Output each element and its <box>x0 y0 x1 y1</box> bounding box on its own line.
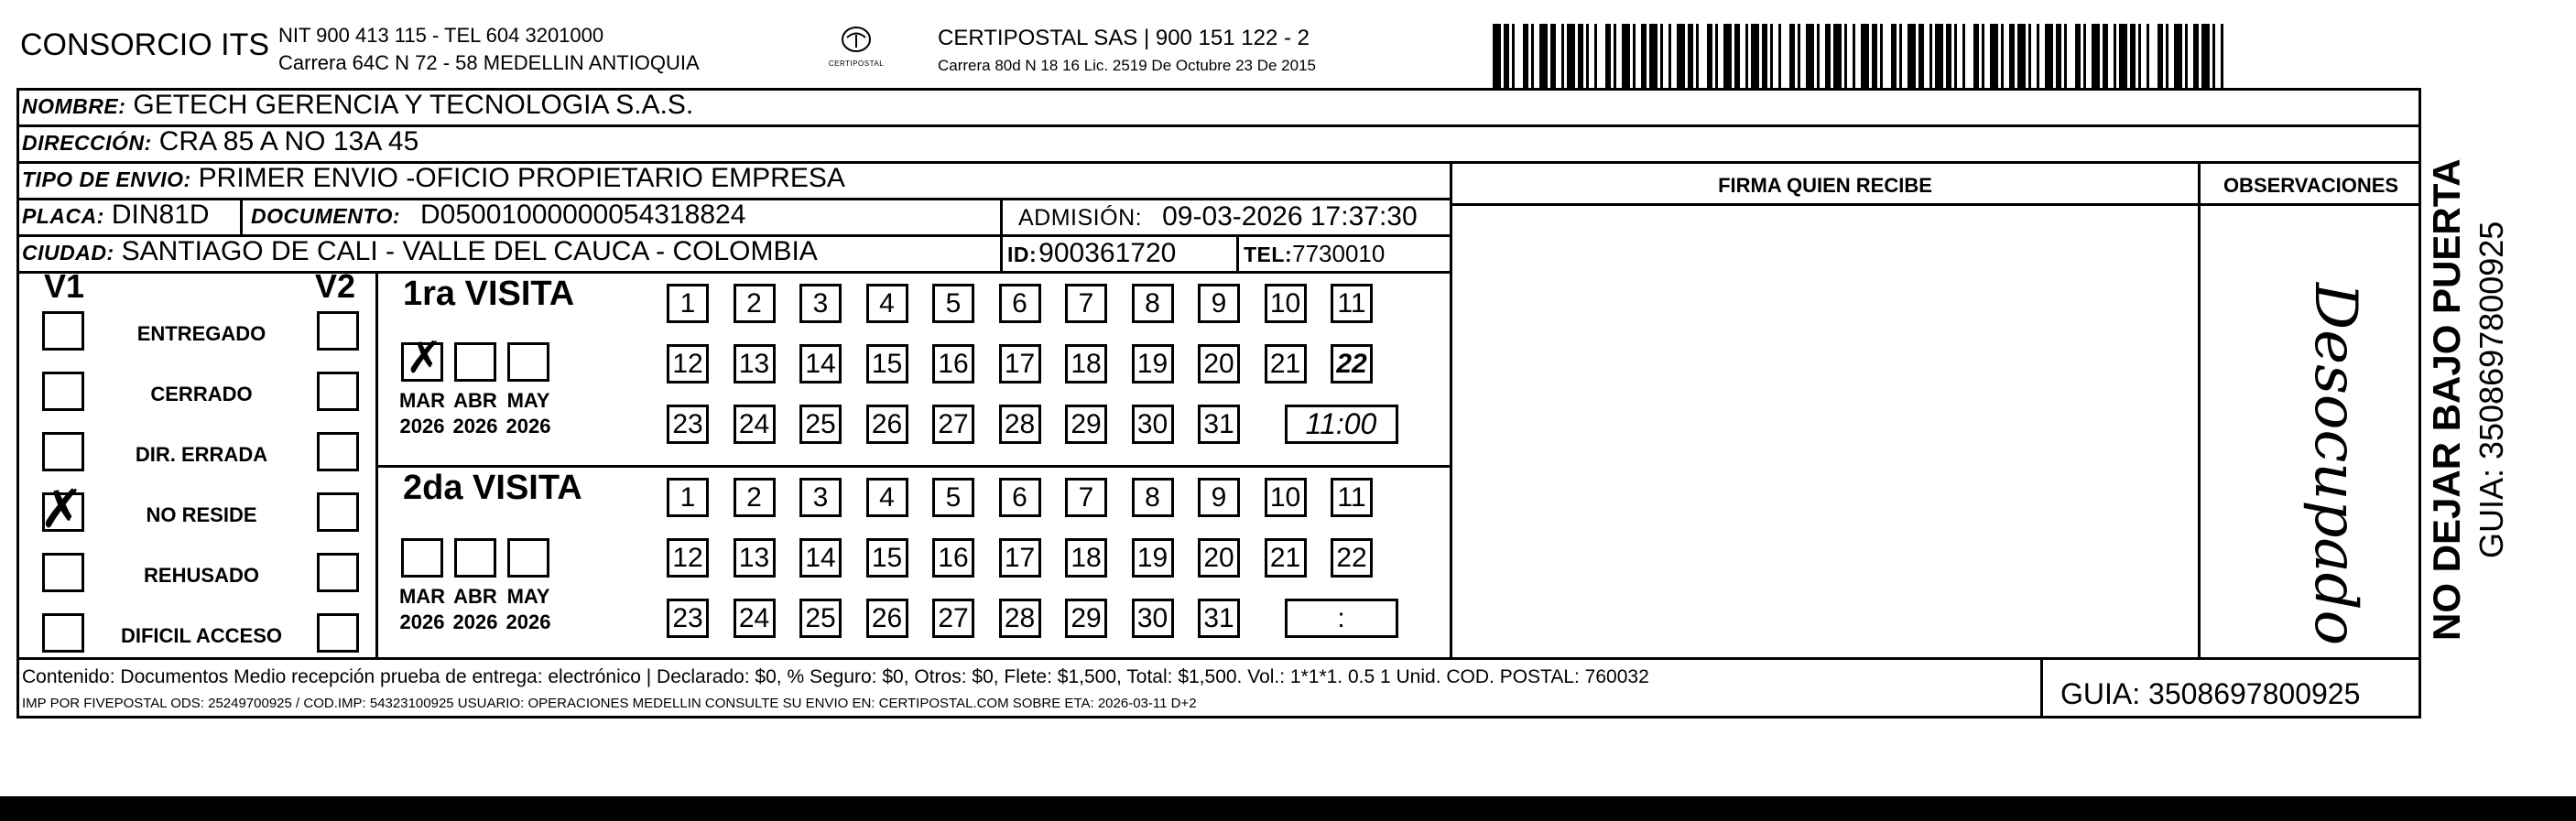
certipostal-logo <box>806 24 907 79</box>
tel-value: 7730010 <box>1292 240 1386 267</box>
day-number: 6 <box>1012 287 1027 319</box>
carrier-name: CERTIPOSTAL SAS | 900 151 122 - 2 <box>938 26 1310 50</box>
id-row <box>1007 238 1176 269</box>
day-number: 18 <box>1071 542 1102 573</box>
day-number: 21 <box>1269 542 1301 573</box>
day-number: 17 <box>1004 542 1036 573</box>
day-box[interactable] <box>1265 284 1307 323</box>
day-number: 9 <box>1211 481 1227 513</box>
day-box[interactable] <box>866 405 908 444</box>
day-box[interactable] <box>932 538 974 578</box>
day-box[interactable] <box>799 405 842 444</box>
status-label: DIFICIL ACCESO <box>120 624 282 647</box>
day-box[interactable] <box>799 599 842 638</box>
day-box[interactable] <box>932 478 974 517</box>
day-box[interactable] <box>667 405 709 444</box>
tel-label: TEL: <box>1244 243 1293 266</box>
day-box[interactable] <box>667 599 709 638</box>
day-number: 23 <box>672 408 703 439</box>
status-label: CERRADO <box>150 383 253 405</box>
v2-header: V2 <box>315 267 356 305</box>
day-number: 10 <box>1269 481 1301 513</box>
day-number: 1 <box>679 481 696 513</box>
day-box[interactable] <box>1198 284 1240 323</box>
day-number: 29 <box>1071 602 1102 633</box>
day-number: 19 <box>1136 542 1168 573</box>
day-box[interactable] <box>667 344 709 383</box>
day-box[interactable] <box>799 538 842 578</box>
day-box[interactable] <box>1065 599 1107 638</box>
documento-label: DOCUMENTO: <box>251 204 401 228</box>
day-box[interactable] <box>734 405 776 444</box>
day-box[interactable] <box>999 405 1041 444</box>
v2-checkbox[interactable] <box>317 613 359 653</box>
id-label: ID: <box>1007 243 1038 266</box>
day-number: 8 <box>1145 481 1160 513</box>
day-number: 14 <box>805 542 836 573</box>
day-box[interactable] <box>1265 344 1307 383</box>
day-box[interactable] <box>1331 478 1373 517</box>
day-box[interactable] <box>1198 478 1240 517</box>
day-box[interactable] <box>866 284 908 323</box>
tipo-envio-value: PRIMER ENVIO -OFICIO PROPIETARIO EMPRESA <box>198 163 845 193</box>
day-number: 7 <box>1078 481 1094 513</box>
day-number: 12 <box>672 348 703 379</box>
day-box[interactable] <box>734 284 776 323</box>
day-number: 20 <box>1203 348 1234 379</box>
status-label: NO RESIDE <box>146 503 257 526</box>
v1-checkbox[interactable] <box>42 432 84 471</box>
day-box[interactable] <box>866 599 908 638</box>
day-number: 27 <box>938 408 969 439</box>
day-number: 4 <box>879 287 895 319</box>
month-label: MAY 2026 <box>505 585 551 633</box>
v1-checkbox[interactable] <box>39 478 84 540</box>
day-box[interactable] <box>734 344 776 383</box>
day-number: 25 <box>805 408 836 439</box>
day-number: 15 <box>871 542 903 573</box>
day-box[interactable] <box>1132 284 1174 323</box>
day-number: 11 <box>1337 287 1366 319</box>
status-label: DIR. ERRADA <box>135 443 268 466</box>
month-label: MAR 2026 <box>398 389 446 438</box>
barcode <box>1493 24 2234 90</box>
day-number: 18 <box>1071 348 1102 379</box>
day-box[interactable] <box>1331 284 1373 323</box>
day-number: 21 <box>1269 348 1301 379</box>
day-box[interactable] <box>734 478 776 517</box>
day-number: 5 <box>945 287 962 319</box>
day-box[interactable] <box>999 284 1041 323</box>
nombre-row <box>22 90 693 121</box>
day-box[interactable] <box>799 344 842 383</box>
ciudad-value: SANTIAGO DE CALI - VALLE DEL CAUCA - COLOMBIA <box>121 236 818 266</box>
day-box[interactable] <box>999 538 1041 578</box>
admision-label: ADMISIÓN: <box>1018 205 1143 231</box>
day-number: 6 <box>1012 481 1027 513</box>
company-name: CONSORCIO ITS <box>20 27 270 62</box>
month-checkbox-may[interactable] <box>507 342 549 382</box>
day-number: 4 <box>879 481 895 513</box>
day-number: 19 <box>1136 348 1168 379</box>
day-box[interactable] <box>1065 405 1107 444</box>
day-box[interactable] <box>999 599 1041 638</box>
ciudad-row <box>22 236 818 267</box>
day-box[interactable] <box>999 344 1041 383</box>
tel-row <box>1244 240 1385 268</box>
placa-value: DIN81D <box>111 200 210 230</box>
day-number: 17 <box>1004 348 1036 379</box>
firma-header: FIRMA QUIEN RECIBE <box>1718 174 1932 197</box>
day-number: 24 <box>738 408 770 439</box>
direccion-value: CRA 85 A NO 13A 45 <box>158 126 419 157</box>
side-guia: GUIA: 3508697800925 <box>2473 221 2510 558</box>
nombre-value: GETECH GERENCIA Y TECNOLOGIA S.A.S. <box>133 90 694 120</box>
ciudad-label: CIUDAD: <box>22 241 114 265</box>
day-number: 31 <box>1203 408 1234 439</box>
visit1-title: 1ra VISITA <box>403 275 575 313</box>
day-number: 29 <box>1071 408 1102 439</box>
day-box[interactable] <box>1265 538 1307 578</box>
admision-row <box>1018 201 1418 232</box>
v2-checkbox[interactable] <box>317 311 359 351</box>
day-number: 23 <box>672 602 703 633</box>
day-box[interactable] <box>1065 344 1107 383</box>
day-box[interactable] <box>734 538 776 578</box>
day-box[interactable] <box>1331 538 1373 578</box>
month-label: MAY 2026 <box>505 389 551 438</box>
day-box[interactable] <box>799 478 842 517</box>
company-address: Carrera 64C N 72 - 58 MEDELLIN ANTIOQUIA <box>278 51 700 74</box>
day-box[interactable] <box>932 344 974 383</box>
direccion-label: DIRECCIÓN: <box>22 131 152 155</box>
day-number: 3 <box>812 287 829 319</box>
placa-label: PLACA: <box>22 204 104 228</box>
day-number: 1 <box>679 287 696 319</box>
check-mark-icon: ✗ <box>406 334 443 383</box>
day-number: 22 <box>1336 348 1367 379</box>
firma-area[interactable] <box>1456 209 2194 654</box>
handwritten-note: Desocupado <box>2301 282 2369 646</box>
check-mark-icon: ✗ <box>39 478 84 540</box>
footer-guia: GUIA: 3508697800925 <box>2060 677 2361 710</box>
day-number: 27 <box>938 602 969 633</box>
day-box[interactable] <box>1132 538 1174 578</box>
tipo-envio-label: TIPO DE ENVIO: <box>22 167 191 191</box>
v1-checkbox[interactable] <box>42 372 84 411</box>
documento-value: D05001000000054318824 <box>420 200 746 230</box>
day-box[interactable] <box>1132 344 1174 383</box>
day-box[interactable] <box>1198 599 1240 638</box>
day-number: 8 <box>1145 287 1160 319</box>
day-number: 5 <box>945 481 962 513</box>
day-number: 2 <box>746 287 762 319</box>
day-box[interactable] <box>1198 538 1240 578</box>
day-box[interactable] <box>799 284 842 323</box>
day-box[interactable] <box>866 344 908 383</box>
carrier-address: Carrera 80d N 18 16 Lic. 2519 De Octubre 23 De 2015 <box>938 57 1316 74</box>
day-box[interactable] <box>1065 284 1107 323</box>
day-number: 9 <box>1211 287 1227 319</box>
month-label: MAR 2026 <box>398 585 446 633</box>
day-box[interactable] <box>866 478 908 517</box>
month-checkbox-mar[interactable] <box>401 538 443 578</box>
day-box[interactable] <box>932 284 974 323</box>
placa-row <box>22 200 210 231</box>
day-number: 15 <box>871 348 903 379</box>
logo-text: CERTIPOSTAL <box>828 59 885 68</box>
documento-row <box>251 200 745 231</box>
bottom-bar <box>0 796 2576 821</box>
month-checkbox-abr[interactable] <box>454 538 496 578</box>
admision-value: 09-03-2026 17:37:30 <box>1162 201 1418 232</box>
day-number: 7 <box>1078 287 1094 319</box>
direccion-row <box>22 126 418 157</box>
day-number: 28 <box>1004 602 1036 633</box>
day-number: 28 <box>1004 408 1036 439</box>
observaciones-header: OBSERVACIONES <box>2223 174 2399 197</box>
month-checkbox-abr[interactable] <box>454 342 496 382</box>
day-box[interactable] <box>1065 538 1107 578</box>
v2-checkbox[interactable] <box>317 432 359 471</box>
day-box[interactable] <box>866 538 908 578</box>
v1-checkbox[interactable] <box>42 311 84 351</box>
company-nit: NIT 900 413 115 - TEL 604 3201000 <box>278 24 604 47</box>
day-box[interactable] <box>1132 478 1174 517</box>
day-box[interactable] <box>932 405 974 444</box>
time-box[interactable]: 11:00 <box>1285 405 1398 444</box>
day-box[interactable] <box>1065 478 1107 517</box>
day-box[interactable] <box>667 478 709 517</box>
day-number: 20 <box>1203 542 1234 573</box>
month-checkbox-mar[interactable] <box>401 334 443 383</box>
day-number: 30 <box>1136 602 1168 633</box>
day-number: 26 <box>871 602 903 633</box>
status-label: REHUSADO <box>144 564 259 587</box>
day-number: 25 <box>805 602 836 633</box>
v1-checkbox[interactable] <box>42 553 84 592</box>
day-number: 22 <box>1336 542 1367 573</box>
day-box[interactable] <box>999 478 1041 517</box>
day-box[interactable] <box>734 599 776 638</box>
day-box[interactable] <box>1132 599 1174 638</box>
status-label: ENTREGADO <box>136 322 266 345</box>
day-number: 16 <box>938 542 969 573</box>
day-number: 11 <box>1337 481 1366 513</box>
v1-checkbox[interactable] <box>42 613 84 653</box>
day-number: 3 <box>812 481 829 513</box>
day-box[interactable] <box>1198 405 1240 444</box>
id-value: 900361720 <box>1038 238 1177 268</box>
tipo-envio-row <box>22 163 845 194</box>
footer-contenido: Contenido: Documentos Medio recepción prueba de entrega: electrónico | Declarado: $0, % Seguro: $0, Otros: $0, Flete: $1,500, Total: $1,500. Vol.: 1*1*1. 0.5 1 Unid. COD. POSTAL: 760032 <box>22 666 1649 687</box>
day-number: 26 <box>871 408 903 439</box>
logo-icon <box>838 24 875 55</box>
day-number: 16 <box>938 348 969 379</box>
day-box[interactable] <box>1265 478 1307 517</box>
visit2-title: 2da VISITA <box>403 469 582 507</box>
month-checkbox-may[interactable] <box>507 538 549 578</box>
day-number: 12 <box>672 542 703 573</box>
side-warning: NO DEJAR BAJO PUERTA <box>2425 158 2468 641</box>
v2-checkbox[interactable] <box>317 553 359 592</box>
day-number: 31 <box>1203 602 1234 633</box>
day-box[interactable] <box>1198 344 1240 383</box>
day-number: 10 <box>1269 287 1301 319</box>
month-label: ABR 2026 <box>452 389 498 438</box>
day-box[interactable] <box>1331 344 1373 383</box>
month-label: ABR 2026 <box>452 585 498 633</box>
day-box[interactable] <box>667 284 709 323</box>
footer-imp: IMP POR FIVEPOSTAL ODS: 25249700925 / COD.IMP: 54323100925 USUARIO: OPERACIONES MEDELLIN CONSULTE SU ENVIO EN: CERTIPOSTAL.COM SOBRE ETA: 2026-03-11 D+2 <box>22 696 1197 711</box>
day-box[interactable] <box>667 538 709 578</box>
day-number: 14 <box>805 348 836 379</box>
day-box[interactable] <box>932 599 974 638</box>
day-number: 30 <box>1136 408 1168 439</box>
day-box[interactable] <box>1132 405 1174 444</box>
v2-checkbox[interactable] <box>317 372 359 411</box>
v2-checkbox[interactable] <box>317 492 359 532</box>
day-number: 13 <box>738 542 770 573</box>
nombre-label: NOMBRE: <box>22 94 126 118</box>
v1-header: V1 <box>44 267 85 305</box>
day-number: 24 <box>738 602 770 633</box>
day-number: 2 <box>746 481 762 513</box>
day-number: 13 <box>738 348 770 379</box>
time-box[interactable]: : <box>1285 599 1398 638</box>
